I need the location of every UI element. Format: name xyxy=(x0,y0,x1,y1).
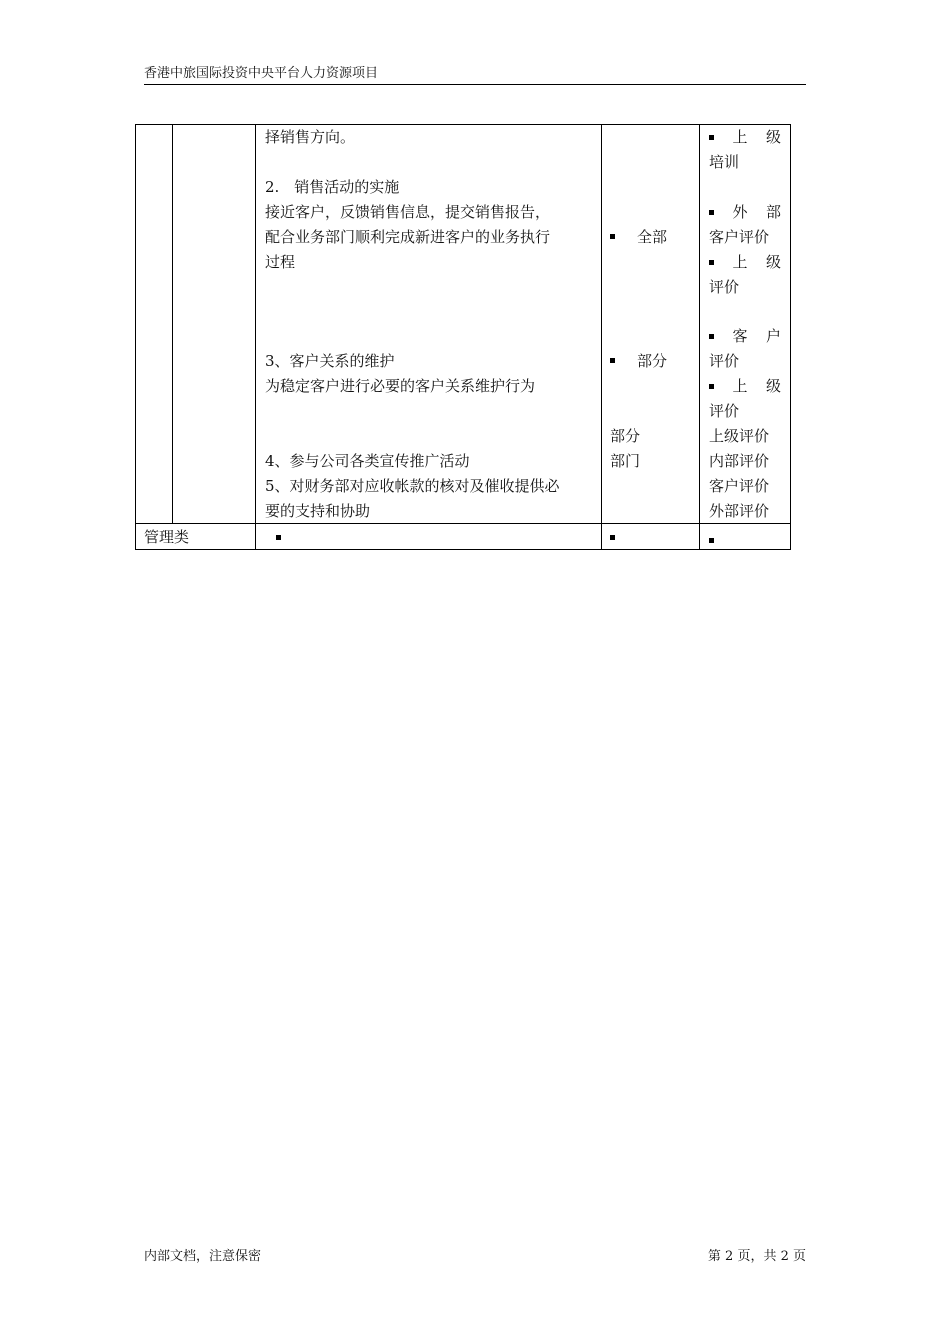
col-divider-3 xyxy=(601,125,602,549)
bullet-icon xyxy=(610,358,615,363)
item-2-desc-line: 配合业务部门顺利完成新进客户的业务执行 xyxy=(265,228,551,246)
method-line: 培训 xyxy=(709,153,740,171)
item-5-line: 5、对财务部对应收帐款的核对及催收提供必 xyxy=(265,477,560,495)
empty-cell-content xyxy=(276,523,281,548)
method-superior: 上 级 xyxy=(709,250,781,275)
method-line: 客户评价 xyxy=(709,228,770,246)
evaluation-table xyxy=(135,124,791,550)
bullet-icon xyxy=(709,334,714,339)
footer-confidential: 内部文档，注意保密 xyxy=(144,1249,262,1264)
method-line: 评价 xyxy=(709,278,740,296)
method-line: 评价 xyxy=(709,402,740,420)
method-superior-2: 上 级 xyxy=(709,374,781,399)
scope-partial: 部分 xyxy=(610,349,667,374)
method-plain: 客户评价 xyxy=(709,477,770,495)
content-continuation: 择销售方向。 xyxy=(265,128,356,146)
item-5-line: 要的支持和协助 xyxy=(265,502,371,520)
empty-cell-method xyxy=(709,526,714,551)
scope-all: 全部 xyxy=(610,225,667,250)
footer-page-number: 第 2 页，共 2 页 xyxy=(707,1249,806,1264)
item-2-desc-line: 接近客户，反馈销售信息，提交销售报告， xyxy=(265,203,551,221)
item-3-desc-line: 为稳定客户进行必要的客户关系维护行为 xyxy=(265,377,536,395)
item-2-desc-line: 过程 xyxy=(265,253,296,271)
header-title: 香港中旅国际投资中央平台人力资源项目 xyxy=(144,66,379,81)
scope-partial-dept-line: 部门 xyxy=(610,452,641,470)
bullet-icon xyxy=(709,135,714,140)
method-superior-training: 上 级 xyxy=(709,125,781,150)
bullet-icon xyxy=(610,535,615,540)
method-plain: 上级评价 xyxy=(709,427,770,445)
col-divider-2 xyxy=(255,125,256,549)
col-divider-1 xyxy=(172,125,173,523)
row-divider xyxy=(136,523,790,524)
row-label-management: 管理类 xyxy=(144,528,190,546)
method-plain: 内部评价 xyxy=(709,452,770,470)
item-4: 4、参与公司各类宣传推广活动 xyxy=(265,452,470,470)
item-3-heading: 3、客户关系的维护 xyxy=(265,352,395,370)
bullet-icon xyxy=(709,384,714,389)
item-2-heading: 2. 销售活动的实施 xyxy=(265,178,400,196)
empty-cell-scope xyxy=(610,523,615,548)
bullet-icon xyxy=(709,260,714,265)
bullet-icon xyxy=(276,535,281,540)
scope-partial-dept-line: 部分 xyxy=(610,427,641,445)
bullet-icon xyxy=(610,234,615,239)
method-line: 评价 xyxy=(709,352,740,370)
method-external: 外 部 xyxy=(709,200,781,225)
bullet-icon xyxy=(709,210,714,215)
page-header xyxy=(144,64,806,85)
bullet-icon xyxy=(709,538,714,543)
method-customer: 客 户 xyxy=(709,324,781,349)
col-divider-4 xyxy=(699,125,700,549)
method-plain: 外部评价 xyxy=(709,502,770,520)
